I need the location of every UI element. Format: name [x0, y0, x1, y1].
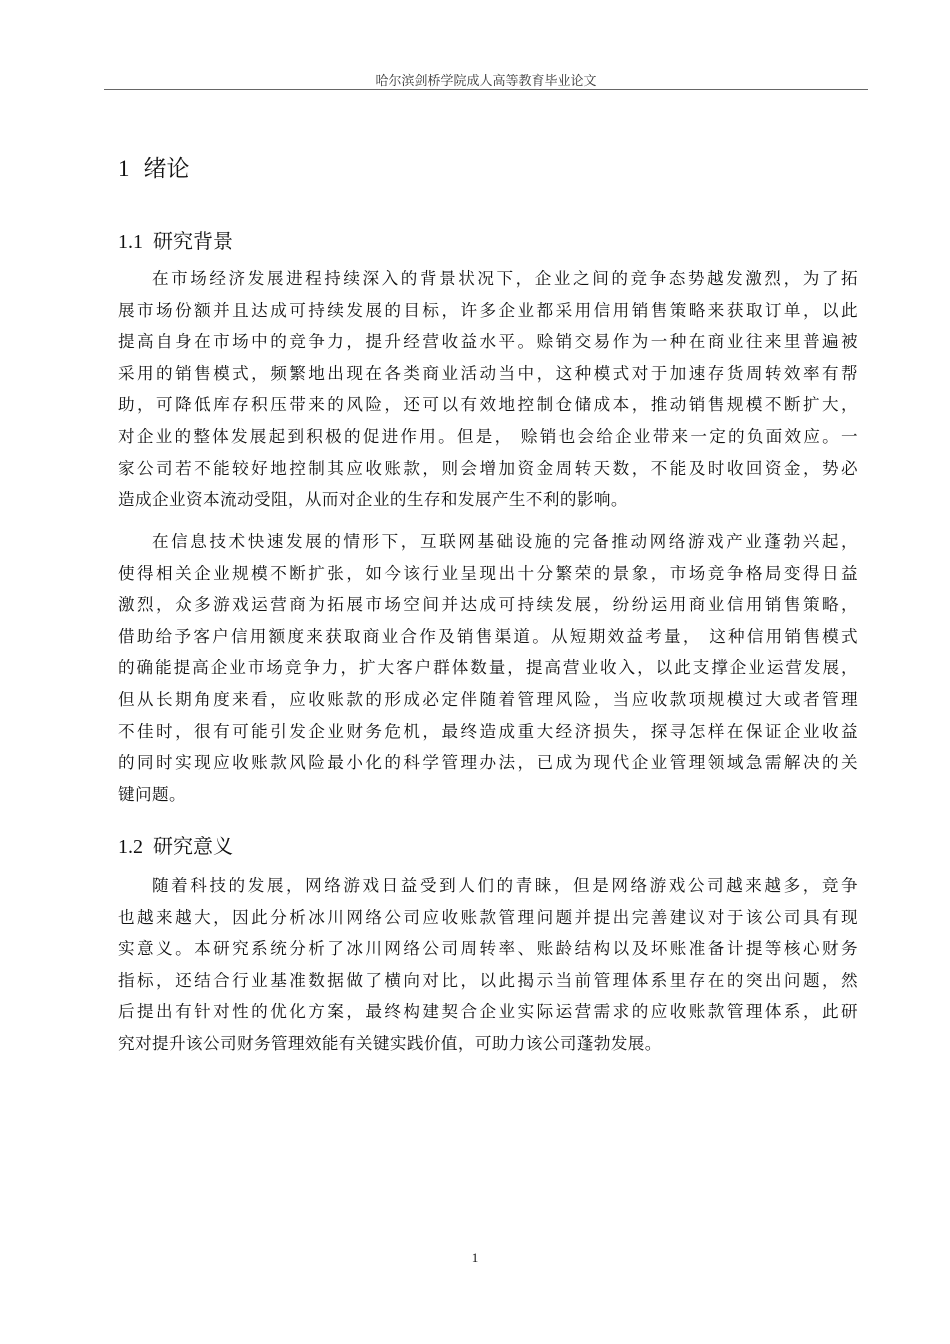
text-line: 的确能提高企业市场竞争力，扩大客户群体数量，提高营业收入，以此支撑企业运营发展，	[118, 658, 858, 678]
text-line: 采用的销售模式，频繁地出现在各类商业活动当中，这种模式对于加速存货周转效率有帮	[118, 363, 858, 383]
text-line: 的同时实现应收账款风险最小化的科学管理办法，已成为现代企业管理领域急需解决的关	[118, 753, 858, 773]
text-line: 家公司若不能较好地控制其应收账款，则会增加资金周转天数，不能及时收回资金，势必	[118, 458, 858, 478]
text-line: 键问题。	[118, 784, 186, 804]
text-line: 使得相关企业规模不断扩张，如今该行业呈现出十分繁荣的景象，市场竞争格局变得日益	[118, 563, 858, 583]
header-divider	[104, 89, 868, 90]
text-line: 但从长期角度来看，应收账款的形成必定伴随着管理风险，当应收款项规模过大或者管理	[118, 689, 858, 709]
text-line: 究对提升该公司财务管理效能有关键实践价值，可助力该公司蓬勃发展。	[118, 1033, 662, 1053]
running-header: 哈尔滨剑桥学院成人高等教育毕业论文	[375, 74, 597, 89]
section-title: 研究意义	[153, 834, 233, 858]
section-number: 1.2	[118, 836, 143, 858]
text-line: 随着科技的发展，网络游戏日益受到人们的青睐，但是网络游戏公司越来越多，竞争	[152, 876, 858, 895]
text-line: 提高自身在市场中的竞争力，提升经营收益水平。赊销交易作为一种在商业往来里普遍被	[118, 332, 858, 352]
section-title: 研究背景	[153, 229, 233, 253]
text-line: 激烈，众多游戏运营商为拓展市场空间并达成可持续发展，纷纷运用商业信用销售策略，	[118, 595, 858, 615]
section-heading-1-2	[118, 830, 233, 859]
section-heading-1-1	[118, 225, 233, 254]
text-line: 不佳时，很有可能引发企业财务危机，最终造成重大经济损失，探寻怎样在保证企业收益	[118, 721, 858, 741]
paragraph-background-2	[118, 526, 858, 810]
text-line: 助，可降低库存积压带来的风险，还可以有效地控制仓储成本，推动销售规模不断扩大，	[118, 395, 858, 415]
section-number: 1.1	[118, 231, 143, 253]
text-line: 也越来越大，因此分析冰川网络公司应收账款管理问题并提出完善建议对于该公司具有现	[118, 907, 858, 927]
text-line: 实意义。本研究系统分析了冰川网络公司周转率、账龄结构以及坏账准备计提等核心财务	[118, 939, 858, 959]
chapter-title: 绪论	[143, 156, 190, 182]
chapter-number: 1	[118, 156, 130, 181]
paragraph-background-1	[118, 263, 858, 516]
text-line: 对企业的整体发展起到积极的促进作用。但是， 赊销也会给企业带来一定的负面效应。一	[118, 426, 858, 446]
paragraph-significance	[118, 870, 858, 1060]
chapter-heading	[118, 150, 190, 183]
text-line: 指标，还结合行业基准数据做了横向对比，以此揭示当前管理体系里存在的突出问题，然	[118, 970, 858, 990]
page-number: 1	[471, 1250, 479, 1265]
text-line: 在信息技术快速发展的情形下，互联网基础设施的完备推动网络游戏产业蓬勃兴起，	[152, 532, 858, 551]
text-line: 借助给予客户信用额度来获取商业合作及销售渠道。从短期效益考量， 这种信用销售模式	[118, 626, 858, 646]
text-line: 后提出有针对性的优化方案，最终构建契合企业实际运营需求的应收账款管理体系，此研	[118, 1002, 858, 1022]
text-line: 造成企业资本流动受阻，从而对企业的生存和发展产生不利的影响。	[118, 490, 628, 510]
text-line: 在市场经济发展进程持续深入的背景状况下，企业之间的竞争态势越发激烈，为了拓	[152, 269, 858, 288]
text-line: 展市场份额并且达成可持续发展的目标，许多企业都采用信用销售策略来获取订单，以此	[118, 300, 858, 320]
